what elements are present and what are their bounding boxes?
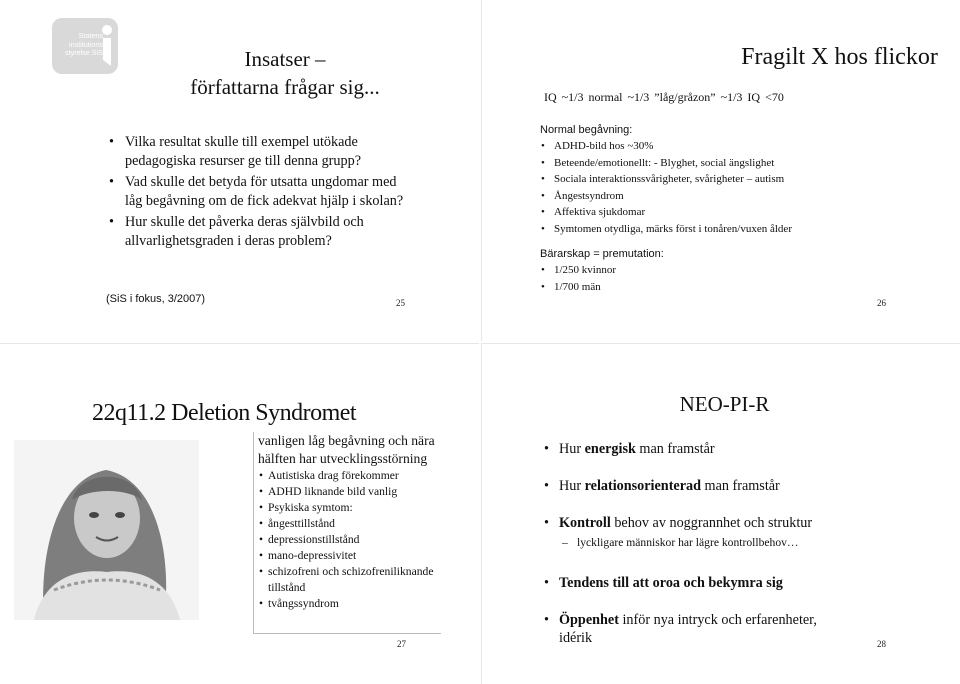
content-block xyxy=(540,124,950,295)
bullet-item: • Hur skulle det påverka deras självbild och allvarlighetsgraden i deras problem? xyxy=(109,213,409,251)
slide-title: 22q11.2 Deletion Syndromet xyxy=(92,400,357,426)
logo-text xyxy=(55,32,103,58)
slide-28 xyxy=(481,343,960,684)
section-title: Bärarskap = premutation: xyxy=(540,248,664,260)
bullet-item: • Beteende/emotionellt: - Blyghet, social ängslighet xyxy=(540,155,950,172)
child-portrait-photo xyxy=(14,440,199,620)
bullet-item: • Symtomen otydliga, märks först i tonåren/vuxen ålder xyxy=(540,221,950,238)
sub-bullet-item: • mano-depressivitet xyxy=(258,548,441,564)
logo-line: styrelse SiS xyxy=(65,48,103,57)
intro-text: vanligen låg begåvning och nära hälften har utvecklingsstörning xyxy=(258,433,435,466)
bullet-list xyxy=(109,133,409,253)
bullet-item: • Ångestsyndrom xyxy=(540,188,950,205)
section-title: Normal begåvning: xyxy=(540,124,633,136)
slide-27 xyxy=(0,343,479,684)
syndrome-textbox xyxy=(253,432,441,634)
bullet-list xyxy=(258,468,441,516)
sis-logo xyxy=(52,18,118,74)
item-text: behov av noggrannhet och struktur xyxy=(610,515,813,531)
bullet-item: • Psykiska symtom: xyxy=(258,500,441,516)
logo-line: institutions xyxy=(69,39,103,49)
bullet-item: • Sociala interaktionssvårigheter, svårigheter – autism xyxy=(540,171,950,188)
item-bold: Öppenhet xyxy=(559,612,619,628)
sub-item: – lyckligare människor har lägre kontrollbehov… xyxy=(559,534,944,552)
title-text: Fragilt X hos flickor xyxy=(741,44,938,70)
item-text: man framstår xyxy=(635,441,715,457)
bullet-item: • 1/250 kvinnor xyxy=(540,262,950,279)
slide-25 xyxy=(0,0,479,341)
item-text: inför nya intryck och erfarenheter, idérik xyxy=(559,612,817,646)
bullet-item: • Vilka resultat skulle till exempel utökade pedagogiska resurser ge till denna grupp? xyxy=(109,133,409,171)
bullet-item: • ADHD liknande bild vanlig xyxy=(258,484,441,500)
bullet-list xyxy=(540,138,950,237)
bullet-item: • 1/700 män xyxy=(540,279,950,296)
item-bold: Kontroll xyxy=(559,515,611,531)
item-bold: Tendens till att oroa och bekymra sig xyxy=(559,575,783,591)
bullet-item: • Affektiva sjukdomar xyxy=(540,204,950,221)
slide-title xyxy=(482,392,960,417)
bullet-item xyxy=(544,440,944,458)
bullet-item: • Vad skulle det betyda för utsatta ungdomar med låg begåvning om de fick adekvat hjälp i skolan? xyxy=(109,173,409,211)
bullet-item: • ADHD-bild hos ~30% xyxy=(540,138,950,155)
sub-bullet-item: • ångesttillstånd xyxy=(258,516,441,532)
page-number: 26 xyxy=(877,298,886,308)
item-text: Hur xyxy=(559,441,585,457)
item-text: man framstår xyxy=(701,478,780,494)
title-line: författarna frågar sig... xyxy=(190,75,380,99)
page-number: 25 xyxy=(396,298,405,308)
slide-26 xyxy=(481,0,960,341)
slide-title xyxy=(140,45,430,101)
sub-bullet-item: • schizofreni och schizofreniliknande tillstånd xyxy=(258,564,441,596)
title-line: Insatser – xyxy=(244,47,326,71)
item-bold: relationsorienterad xyxy=(584,478,701,494)
page-number: 28 xyxy=(877,639,886,649)
bullet-item xyxy=(544,477,944,495)
title-text: NEO-PI-R xyxy=(679,392,770,416)
source-citation: (SiS i fokus, 3/2007) xyxy=(106,293,206,305)
page-number: 27 xyxy=(397,639,406,649)
logo-i-mark-icon xyxy=(100,24,114,68)
sub-bullet-list xyxy=(258,516,441,612)
slide-title xyxy=(482,44,960,71)
item-bold: energisk xyxy=(584,441,636,457)
bullet-item: • Autistiska drag förekommer xyxy=(258,468,441,484)
iq-distribution: IQ ~1/3 normal ~1/3 ”låg/gråzon” ~1/3 IQ <70 xyxy=(544,90,784,104)
logo-line: Statens xyxy=(78,31,103,40)
bullet-item xyxy=(544,574,944,592)
item-text: Hur xyxy=(559,478,585,494)
bullet-item xyxy=(544,514,944,552)
bullet-list xyxy=(544,440,944,666)
sub-bullet-item: • tvångssyndrom xyxy=(258,596,441,612)
bullet-list xyxy=(540,262,950,295)
sub-bullet-item: • depressionstillstånd xyxy=(258,532,441,548)
